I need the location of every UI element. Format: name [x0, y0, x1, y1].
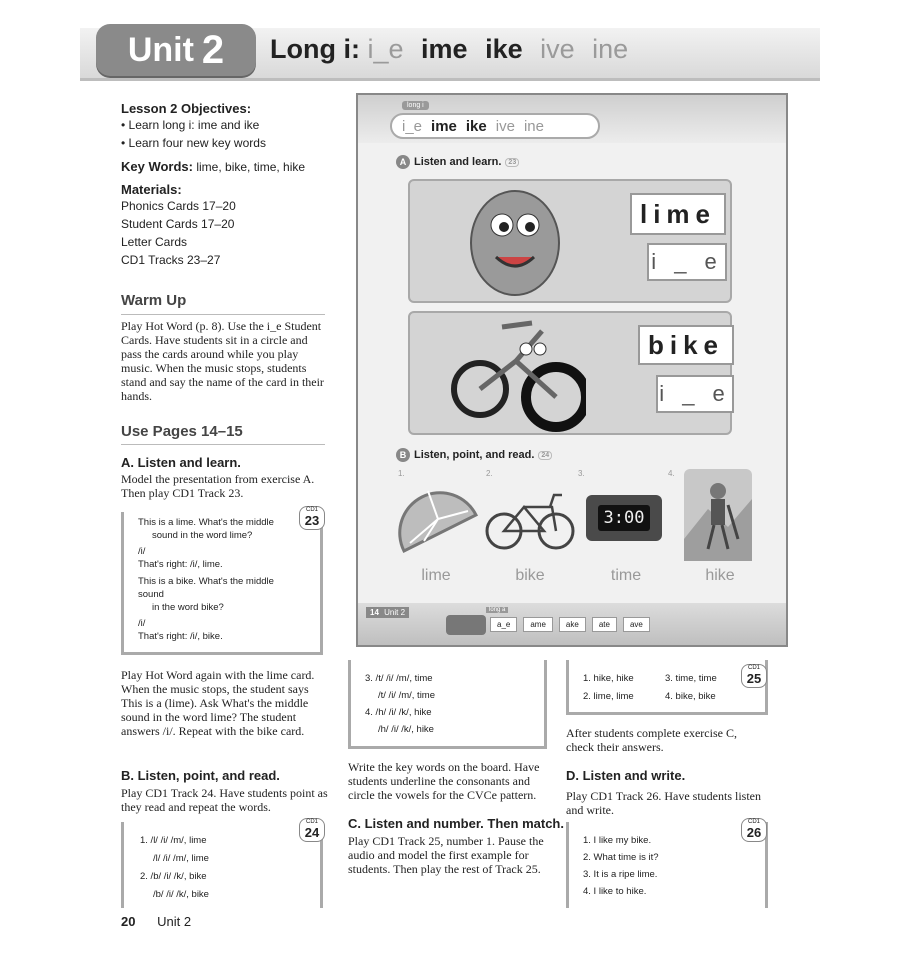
cd-track: 25	[746, 671, 762, 686]
item-number: 2.	[486, 469, 493, 478]
answer-item: 3. time, time	[665, 673, 717, 684]
objectives-heading: Lesson 2 Objectives:	[121, 101, 252, 116]
script-line: This is a bike. What's the middle sound	[138, 576, 274, 600]
book-section-a-text: Listen and learn.	[414, 156, 502, 168]
train-cars	[490, 617, 650, 632]
title-pattern-5: ine	[592, 34, 629, 64]
track-26-box	[566, 819, 768, 908]
clock-time: 3:00	[598, 505, 651, 531]
script-line: That's right: /i/, bike.	[138, 631, 223, 642]
key-words-line	[121, 158, 341, 176]
key-words-board-text: Write the key words on the board. Have students underline the consonants and circle the vowels for the CVCe pattern.	[348, 760, 540, 802]
picture-word-bike: bike	[515, 567, 545, 584]
book-page-number: 14	[370, 608, 379, 617]
banner-pattern: ike	[465, 117, 487, 135]
letter-a-icon: A	[396, 155, 410, 169]
word-card-lime: lime	[630, 193, 726, 235]
hiker-icon	[684, 469, 752, 561]
bike-character-icon	[446, 301, 586, 441]
section-a-heading: A. Listen and learn.	[121, 455, 241, 470]
phoneme-line: /h/ /i/ /k/, hike	[378, 724, 434, 735]
cd-badge	[299, 818, 325, 842]
alarm-clock-icon	[586, 495, 662, 541]
train-car: ave	[623, 617, 650, 632]
track-24-lines	[124, 822, 320, 904]
book-track-a: 23	[505, 158, 519, 167]
page-title	[270, 34, 628, 65]
section-b-text: Play CD1 Track 24. Have students point as they read and repeat the words.	[121, 786, 328, 814]
key-words-label: Key Words:	[121, 159, 193, 174]
track-25-box	[566, 660, 768, 715]
cd-badge	[741, 664, 767, 688]
section-b-heading: B. Listen, point, and read.	[121, 768, 280, 783]
script-line: in the word bike?	[152, 602, 224, 613]
picture-word-time: time	[610, 567, 642, 584]
dictation-line: 4. I like to hike.	[583, 886, 647, 897]
answer-item: 2. lime, lime	[583, 691, 634, 702]
banner-pattern: ive	[495, 117, 515, 135]
page-number: 20	[121, 914, 136, 929]
dictation-line: 1. I like my bike.	[583, 835, 652, 846]
section-a-after-text: Play Hot Word again with the lime card. When the music stops, the student says This is a (lime). Ask What's the middle sound in the word lime? The student answers /i/. Repeat with the bike card.	[121, 668, 315, 738]
phoneme-line: /t/ /i/ /m/, time	[378, 690, 436, 701]
book-track-b: 24	[538, 451, 552, 460]
pattern-card-bike: i _ e	[656, 375, 734, 413]
phoneme-line: /l/ /i/ /m/, lime	[153, 853, 209, 864]
script-line: This is a lime. What's the middle	[138, 517, 274, 528]
unit-badge	[96, 24, 256, 76]
phoneme-line: 1. /l/ /i/ /m/, lime	[140, 835, 207, 846]
student-book-page	[356, 93, 788, 647]
train-engine-icon	[446, 615, 486, 635]
track-23-box	[121, 507, 323, 655]
lime-panel	[408, 179, 732, 303]
cd-track: 26	[746, 825, 762, 840]
banner-pattern: ine	[523, 117, 544, 135]
section-a-text: Model the presentation from exercise A. Then play CD1 Track 23.	[121, 472, 315, 500]
warm-up-text: Play Hot Word (p. 8). Use the i_e Student Cards. Have students sit in a circle and pass the cards around while you play music. When the music stops, students stand and say the name of the card in their hands.	[121, 319, 324, 403]
cd-label: CD1	[747, 819, 760, 825]
section-c-heading: C. Listen and number. Then match.	[348, 816, 564, 831]
title-pattern-1: i_e	[367, 34, 404, 64]
lime-slice-icon	[398, 481, 482, 559]
objective-item: • Learn four new key words	[121, 136, 266, 150]
materials-heading: Materials:	[121, 182, 182, 197]
script-line: /i/	[138, 546, 146, 557]
train-car: a_e	[490, 617, 517, 632]
book-footer	[366, 607, 409, 618]
section-d-heading: D. Listen and write.	[566, 768, 686, 783]
phoneme-line: /b/ /i/ /k/, bike	[153, 889, 209, 900]
key-words-text: lime, bike, time, hike	[196, 160, 306, 174]
pattern-banner	[390, 113, 600, 139]
dictation-lines	[569, 822, 765, 900]
materials-item: CD1 Tracks 23–27	[121, 253, 221, 267]
title-pattern-3: ike	[485, 34, 523, 64]
dictation-line: 2. What time is it?	[583, 852, 659, 863]
dictation-line: 3. It is a ripe lime.	[583, 869, 658, 880]
train-car: ake	[559, 617, 586, 632]
title-pattern-2: ime	[421, 34, 468, 64]
answer-item: 1. hike, hike	[583, 673, 634, 684]
script-line: sound in the word lime?	[152, 530, 253, 541]
script-line: /i/	[138, 618, 146, 629]
script-line: That's right: /i/, lime.	[138, 559, 223, 570]
use-pages-heading: Use Pages 14–15	[121, 423, 243, 440]
divider	[121, 444, 325, 445]
item-number: 3.	[578, 469, 585, 478]
objectives-block	[121, 101, 341, 269]
answer-item: 4. bike, bike	[665, 691, 716, 702]
cd-badge	[299, 506, 325, 530]
book-section-b-label	[396, 448, 552, 462]
footer-unit: Unit 2	[157, 914, 192, 929]
book-footer-unit: Unit 2	[384, 608, 406, 617]
track-24-continued-lines	[351, 660, 544, 738]
bicycle-icon	[484, 487, 576, 553]
cd-label: CD1	[305, 507, 318, 513]
materials-item: Student Cards 17–20	[121, 217, 235, 231]
unit-label: Unit	[127, 30, 194, 69]
banner-pattern: i_e	[402, 117, 423, 135]
word-card-bike: bike	[638, 325, 734, 365]
book-section-a-label	[396, 155, 519, 169]
cd-label: CD1	[305, 819, 318, 825]
section-d-text: Play CD1 Track 26. Have students listen and write.	[566, 789, 761, 817]
phoneme-line: 2. /b/ /i/ /k/, bike	[140, 871, 207, 882]
warm-up-heading: Warm Up	[121, 292, 187, 309]
materials-item: Phonics Cards 17–20	[121, 199, 236, 213]
item-number: 4.	[668, 469, 675, 478]
lime-character-icon	[460, 177, 570, 301]
book-tab: long i	[402, 101, 429, 110]
bike-panel	[408, 311, 732, 435]
title-pattern-4: ive	[540, 34, 575, 64]
train-car: ame	[523, 617, 553, 632]
track-24-box	[121, 819, 323, 908]
title-prefix: Long i:	[270, 34, 360, 64]
train-tab: long a	[486, 607, 508, 613]
train-car: ate	[592, 617, 617, 632]
cd-track: 24	[304, 825, 320, 840]
section-c-after-text: After students complete exercise C, check their answers.	[566, 726, 737, 754]
cd-label: CD1	[747, 665, 760, 671]
track-23-script	[124, 512, 320, 643]
letter-b-icon: B	[396, 448, 410, 462]
answer-list	[583, 670, 717, 706]
book-section-b-text: Listen, point, and read.	[414, 449, 535, 461]
banner-pattern: ime	[431, 117, 457, 135]
track-24-continued-box	[348, 660, 547, 749]
unit-number: 2	[201, 27, 225, 72]
objective-item: • Learn long i: ime and ike	[121, 118, 260, 132]
picture-word-hike: hike	[705, 567, 735, 584]
divider	[121, 314, 325, 315]
section-c-text: Play CD1 Track 25, number 1. Pause the audio and model the first example for students. Then play the rest of Track 25.	[348, 834, 544, 876]
cd-badge	[741, 818, 767, 842]
pattern-card-lime: i _ e	[647, 243, 727, 281]
page-footer	[121, 914, 191, 929]
phoneme-line: 4. /h/ /i/ /k/, hike	[365, 707, 432, 718]
phoneme-line: 3. /t/ /i/ /m/, time	[365, 673, 433, 684]
picture-word-lime: lime	[421, 567, 451, 584]
cd-track: 23	[304, 513, 320, 528]
item-number: 1.	[398, 469, 405, 478]
materials-item: Letter Cards	[121, 235, 188, 249]
